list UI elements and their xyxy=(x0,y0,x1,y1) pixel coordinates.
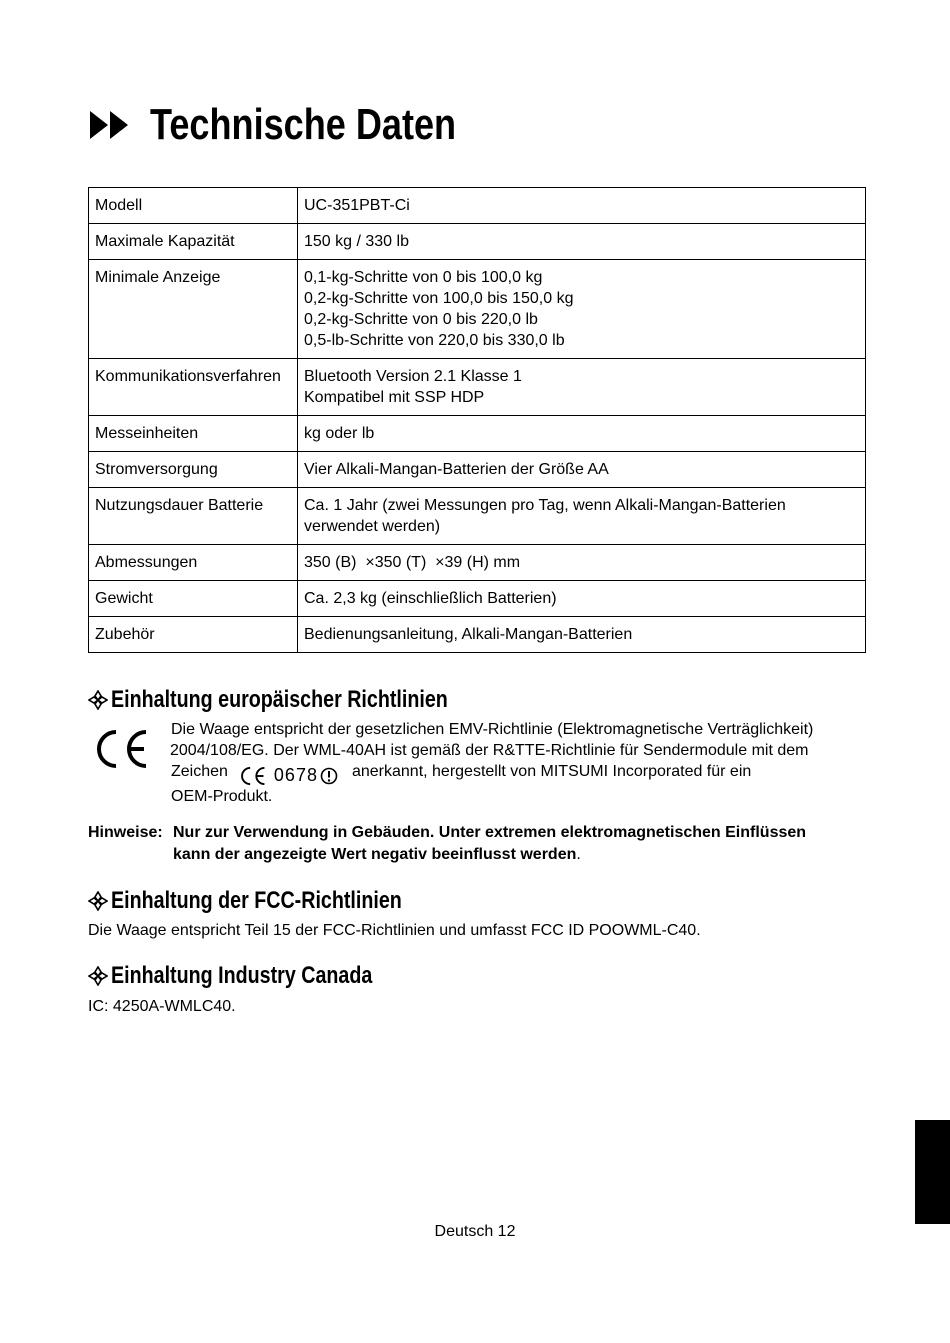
page-title-text: Technische Daten xyxy=(150,100,457,149)
spec-key: Messeinheiten xyxy=(89,416,298,452)
spec-value xyxy=(298,359,866,416)
fcc-heading xyxy=(88,887,466,915)
spec-row xyxy=(89,488,866,545)
eu-heading-text: Einhaltung europäischer Richtlinien xyxy=(111,686,448,713)
eu-line-3 xyxy=(171,761,871,786)
ic-text: IC: 4250A-WMLC40. xyxy=(88,998,236,1015)
fcc-heading-text: Einhaltung der FCC-Richtlinien xyxy=(111,887,402,914)
spec-key: Nutzungsdauer Batterie xyxy=(89,488,298,545)
spec-row xyxy=(89,260,866,359)
spec-key: Stromversorgung xyxy=(89,452,298,488)
fcc-text: Die Waage entspricht Teil 15 der FCC-Richtlinien und umfasst FCC ID POOWML-C40. xyxy=(88,922,701,939)
spec-value-line: 0,2-kg-Schritte von 100,0 bis 150,0 kg xyxy=(304,290,574,307)
spec-key: Minimale Anzeige xyxy=(89,260,298,359)
spec-row xyxy=(89,416,866,452)
spec-value-line: kg oder lb xyxy=(304,425,375,442)
spec-row xyxy=(89,452,866,488)
note-body xyxy=(173,822,863,866)
spec-key: Modell xyxy=(89,188,298,224)
four-diamond-bullet-icon xyxy=(88,966,108,986)
ce-mark-icon xyxy=(92,728,152,770)
spec-value-line: Bedienungsanleitung, Alkali-Mangan-Batterien xyxy=(304,626,633,643)
spec-value-line: Ca. 2,3 kg (einschließlich Batterien) xyxy=(304,590,557,607)
eu-line-3-pre: Zeichen xyxy=(171,763,228,780)
eu-heading xyxy=(88,686,522,714)
spec-row xyxy=(89,545,866,581)
spec-value-line: UC-351PBT-Ci xyxy=(304,197,410,214)
spec-value-line: verwendet werden) xyxy=(304,518,441,535)
spec-value xyxy=(298,224,866,260)
eu-line-2: 2004/108/EG. Der WML-40AH ist gemäß der R&TTE-Richtlinie für Sendermodule mit dem xyxy=(170,742,809,759)
spec-value xyxy=(298,617,866,653)
spec-value xyxy=(298,260,866,359)
spec-value xyxy=(298,488,866,545)
alert-circle-icon xyxy=(320,767,338,785)
spec-value-line: Bluetooth Version 2.1 Klasse 1 xyxy=(304,368,522,385)
language-tab-marker xyxy=(915,1120,950,1224)
spec-row xyxy=(89,188,866,224)
ic-heading xyxy=(88,962,430,990)
spec-key: Zubehör xyxy=(89,617,298,653)
eu-line-4: OEM-Produkt. xyxy=(171,788,273,806)
fast-forward-icon xyxy=(90,109,132,141)
spec-key: Gewicht xyxy=(89,581,298,617)
eu-line-3-post: anerkannt, hergestellt von MITSUMI Incorporated für ein xyxy=(351,763,752,780)
eu-paragraph xyxy=(171,719,871,807)
spec-value xyxy=(298,188,866,224)
note-line-2-text: kann der angezeigte Wert negativ beeinflusst werden xyxy=(173,846,577,863)
note-line-2 xyxy=(173,844,863,866)
ce-mark-small-icon xyxy=(236,765,348,786)
spec-key: Kommunikationsverfahren xyxy=(89,359,298,416)
specs-table xyxy=(88,187,866,653)
note-label: Hinweise: xyxy=(88,824,163,841)
spec-value-line: Kompatibel mit SSP HDP xyxy=(304,389,485,406)
four-diamond-bullet-icon xyxy=(88,690,108,710)
spec-value-line: 0,5-lb-Schritte von 220,0 bis 330,0 lb xyxy=(304,332,565,349)
spec-row xyxy=(89,359,866,416)
spec-value xyxy=(298,545,866,581)
spec-row xyxy=(89,617,866,653)
note-period: . xyxy=(576,846,581,863)
spec-value-line: 0,2-kg-Schritte von 0 bis 220,0 lb xyxy=(304,311,538,328)
spec-value xyxy=(298,581,866,617)
spec-key: Maximale Kapazität xyxy=(89,224,298,260)
spec-row xyxy=(89,224,866,260)
page-footer: Deutsch 12 xyxy=(434,1223,516,1240)
spec-value-line: 150 kg / 330 lb xyxy=(304,233,409,250)
spec-value-line: 350 (B) ×350 (T) ×39 (H) mm xyxy=(304,554,521,571)
spec-key: Abmessungen xyxy=(89,545,298,581)
four-diamond-bullet-icon xyxy=(88,891,108,911)
spec-value-line: 0,1-kg-Schritte von 0 bis 100,0 kg xyxy=(304,269,543,286)
spec-value-line: Vier Alkali-Mangan-Batterien der Größe AA xyxy=(304,461,609,478)
ic-heading-text: Einhaltung Industry Canada xyxy=(111,962,373,989)
spec-value xyxy=(298,452,866,488)
notified-body-number: 0678 xyxy=(273,765,318,786)
note-line-1: Nur zur Verwendung in Gebäuden. Unter extremen elektromagnetischen Einflüssen xyxy=(173,824,807,841)
page-title xyxy=(90,100,523,150)
spec-row xyxy=(89,581,866,617)
eu-line-1: Die Waage entspricht der gesetzlichen EMV-Richtlinie (Elektromagnetische Verträglichkeit) xyxy=(171,721,814,738)
spec-value xyxy=(298,416,866,452)
spec-value-line: Ca. 1 Jahr (zwei Messungen pro Tag, wenn Alkali-Mangan-Batterien xyxy=(304,497,786,514)
